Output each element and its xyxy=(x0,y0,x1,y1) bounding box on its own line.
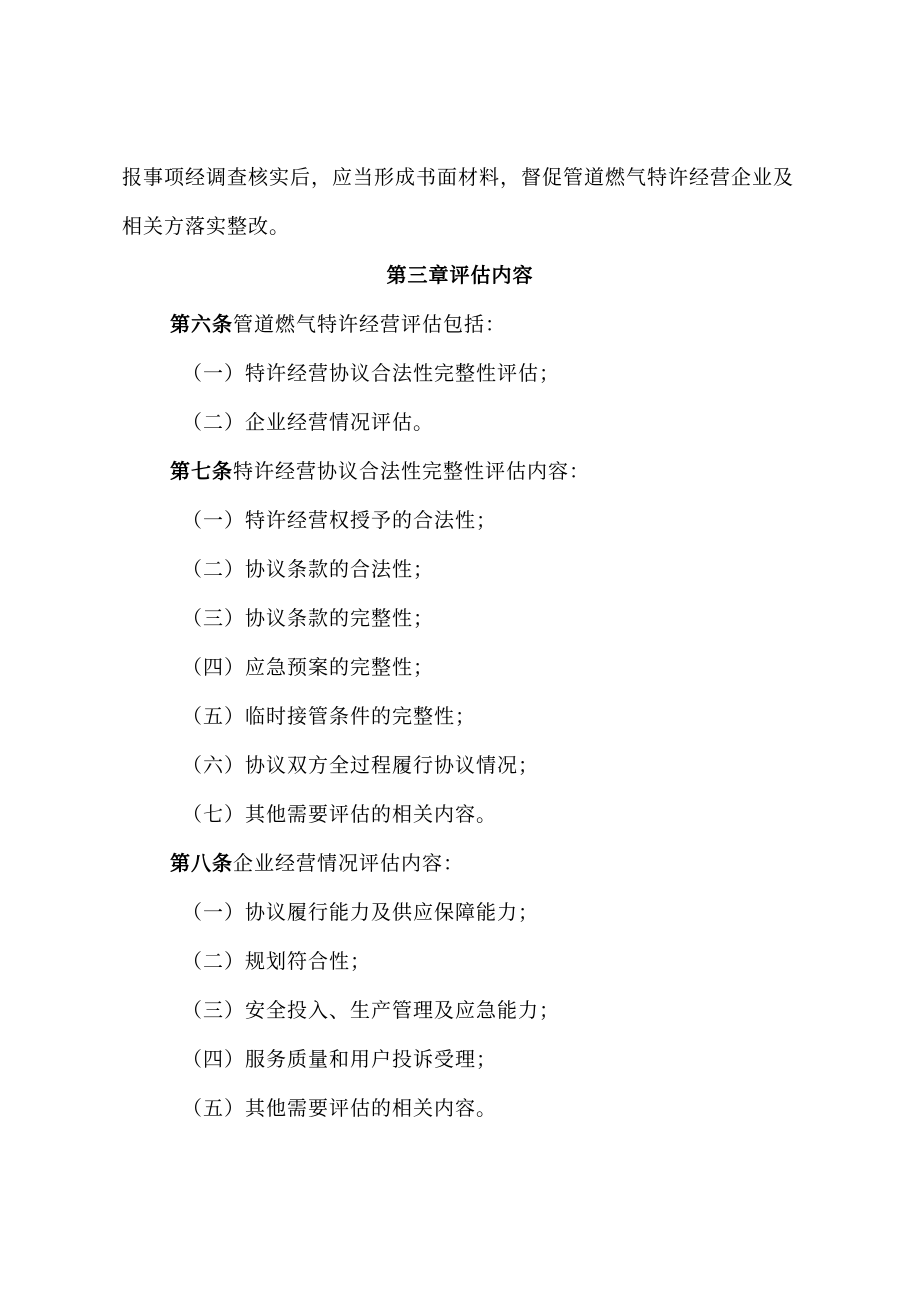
article-8-item: （四）服务质量和用户投诉受理； xyxy=(182,1047,497,1071)
article-7-item: （四）应急预案的完整性； xyxy=(182,655,434,679)
chapter-heading: 第三章评估内容 xyxy=(386,263,534,287)
article-6-item: （二）企业经营情况评估。 xyxy=(182,410,434,434)
paragraph-continuation-line-2: 相关方落实整改。 xyxy=(122,214,290,238)
article-6-label: 第六条 xyxy=(170,312,233,336)
article-8-text: 企业经营情况评估内容： xyxy=(233,851,464,875)
article-6-item: （一）特许经营协议合法性完整性评估； xyxy=(182,361,560,385)
article-7-item: （二）协议条款的合法性； xyxy=(182,557,434,581)
article-7-item: （七）其他需要评估的相关内容。 xyxy=(182,802,497,826)
article-6-text: 管道燃气特许经营评估包括： xyxy=(233,312,506,336)
article-7-item: （三）协议条款的完整性； xyxy=(182,606,434,630)
article-7-label: 第七条 xyxy=(170,459,233,483)
article-8-item: （一）协议履行能力及供应保障能力； xyxy=(182,900,539,924)
article-6 xyxy=(170,310,506,338)
article-7-item: （一）特许经营权授予的合法性； xyxy=(182,508,497,532)
paragraph-continuation-line-1: 报事项经调查核实后，应当形成书面材料，督促管道燃气特许经营企业及 xyxy=(122,165,794,189)
article-7-text: 特许经营协议合法性完整性评估内容： xyxy=(233,459,590,483)
article-8-item: （二）规划符合性； xyxy=(182,949,371,973)
article-7-item: （五）临时接管条件的完整性； xyxy=(182,704,476,728)
article-8-item: （三）安全投入、生产管理及应急能力； xyxy=(182,998,560,1022)
article-8-label: 第八条 xyxy=(170,851,233,875)
article-7-item: （六）协议双方全过程履行协议情况； xyxy=(182,753,539,777)
article-8 xyxy=(170,849,464,877)
article-8-item: （五）其他需要评估的相关内容。 xyxy=(182,1096,497,1120)
article-7 xyxy=(170,457,590,485)
